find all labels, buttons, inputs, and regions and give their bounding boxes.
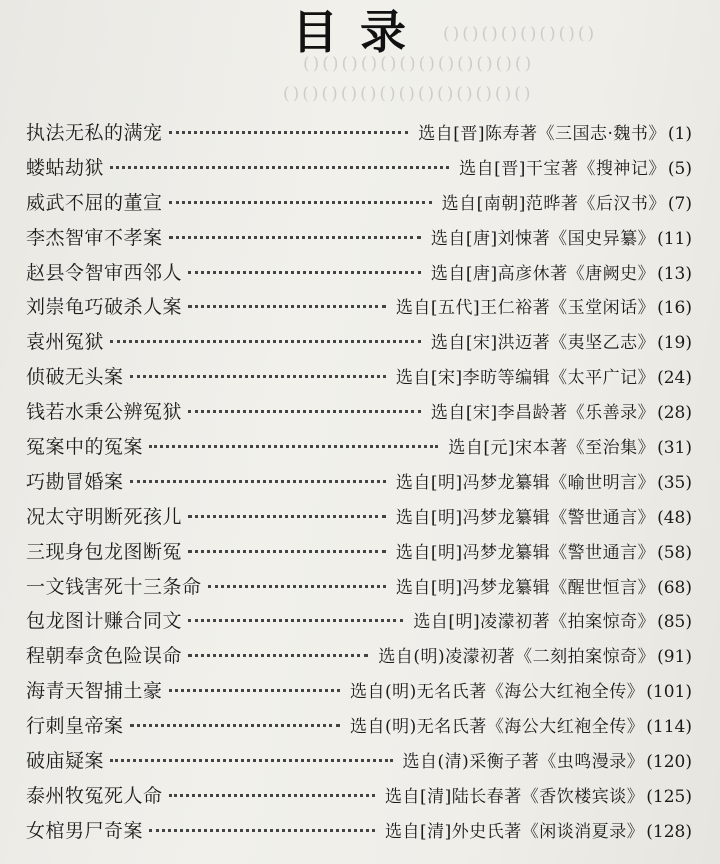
dot-leader bbox=[130, 724, 341, 727]
entry-page-number: (58) bbox=[657, 542, 692, 563]
dot-leader bbox=[110, 340, 421, 343]
entry-source: 选自[明]冯梦龙纂辑《警世通言》 bbox=[395, 542, 656, 563]
entry-source: 选自[清]外史氏著《闲谈消夏录》 bbox=[385, 821, 645, 842]
toc-entry[interactable] bbox=[26, 153, 692, 188]
entry-title: 执法无私的满宠 bbox=[26, 122, 163, 144]
toc-entry[interactable] bbox=[26, 502, 692, 537]
toc-entry[interactable] bbox=[26, 118, 692, 153]
entry-title: 三现身包龙图断冤 bbox=[26, 540, 183, 563]
entry-page-number: (13) bbox=[657, 263, 692, 284]
page-title: 目录 bbox=[292, 5, 428, 59]
entry-title: 况太守明断死孩儿 bbox=[26, 505, 183, 528]
toc-entry[interactable] bbox=[26, 467, 692, 502]
entry-source: 选自[南朝]范晔著《后汉书》 bbox=[441, 193, 666, 214]
entry-source: 选自[明]凌濛初著《拍案惊奇》 bbox=[413, 612, 656, 633]
entry-title: 程朝奉贪色险误命 bbox=[26, 645, 183, 668]
entry-source: 选自[五代]王仁裕著《玉堂闲话》 bbox=[395, 298, 656, 319]
toc-entry[interactable] bbox=[26, 188, 692, 223]
entry-page-number: (19) bbox=[657, 333, 692, 354]
toc-entry[interactable] bbox=[26, 223, 692, 258]
dot-leader bbox=[130, 375, 386, 378]
entry-source: 选自(明)凌濛初著《二刻拍案惊奇》 bbox=[378, 647, 656, 668]
dot-leader bbox=[149, 445, 438, 448]
entry-source: 选自[宋]洪迈著《夷坚乙志》 bbox=[430, 333, 656, 354]
toc-entry[interactable] bbox=[26, 397, 692, 432]
entry-page-number: (85) bbox=[657, 612, 692, 633]
toc-entry[interactable] bbox=[26, 258, 692, 293]
entry-page-number: (7) bbox=[667, 193, 692, 214]
dot-leader bbox=[188, 305, 386, 308]
dot-leader bbox=[188, 271, 421, 274]
entry-title: 冤案中的冤案 bbox=[26, 436, 144, 459]
dot-leader bbox=[188, 410, 421, 413]
entry-page-number: (1) bbox=[667, 124, 692, 144]
entry-page-number: (31) bbox=[657, 438, 692, 459]
dot-leader bbox=[188, 654, 368, 657]
dot-leader bbox=[110, 759, 393, 762]
entry-page-number: (35) bbox=[657, 472, 692, 493]
toc-entry[interactable] bbox=[26, 746, 692, 781]
toc-entry[interactable] bbox=[26, 606, 692, 641]
entry-page-number: (11) bbox=[657, 228, 692, 249]
entry-title: 破庙疑案 bbox=[26, 750, 105, 773]
toc-entry[interactable] bbox=[26, 641, 692, 676]
entry-page-number: (28) bbox=[657, 403, 692, 424]
entry-title: 一文钱害死十三条命 bbox=[26, 575, 202, 598]
toc-entry[interactable] bbox=[26, 711, 692, 746]
dot-leader bbox=[169, 236, 421, 239]
entry-title: 侦破无头案 bbox=[26, 366, 124, 389]
toc-entry[interactable] bbox=[26, 676, 692, 711]
bleed-through-decoration: ()()()()()()()() ()()()()()()()()()()()() ()()()()()()()()()()()()() bbox=[280, 24, 595, 104]
entry-title: 行刺皇帝案 bbox=[26, 715, 124, 738]
entry-page-number: (125) bbox=[646, 786, 692, 807]
dot-leader bbox=[130, 480, 386, 483]
toc-entry[interactable] bbox=[26, 816, 692, 851]
entry-source: 选自[明]冯梦龙纂辑《醒世恒言》 bbox=[395, 577, 656, 598]
entry-source: 选自[元]宋本著《至治集》 bbox=[448, 438, 656, 459]
dot-leader bbox=[208, 585, 386, 588]
entry-page-number: (48) bbox=[657, 507, 692, 528]
entry-page-number: (128) bbox=[646, 821, 692, 842]
toc-entry[interactable] bbox=[26, 327, 692, 362]
entry-source: 选自[清]陆长春著《香饮楼宾谈》 bbox=[385, 786, 645, 807]
entry-page-number: (91) bbox=[657, 647, 692, 668]
entry-source: 选自[明]冯梦龙纂辑《喻世明言》 bbox=[395, 472, 656, 493]
toc-entry[interactable] bbox=[26, 537, 692, 572]
toc-entry[interactable] bbox=[26, 432, 692, 467]
entry-title: 包龙图计赚合同文 bbox=[26, 610, 183, 633]
dot-leader bbox=[169, 201, 432, 204]
entry-source: 选自[宋]李昉等编辑《太平广记》 bbox=[395, 368, 656, 389]
entry-source: 选自[晋]陈寿著《三国志·魏书》 bbox=[418, 124, 666, 144]
entry-title: 女棺男尸奇案 bbox=[26, 819, 144, 842]
entry-page-number: (24) bbox=[657, 368, 692, 389]
toc-entry[interactable] bbox=[26, 572, 692, 607]
entry-title: 袁州冤狱 bbox=[26, 331, 105, 354]
entry-page-number: (16) bbox=[657, 298, 692, 319]
dot-leader bbox=[169, 689, 341, 692]
dot-leader bbox=[110, 166, 449, 169]
entry-source: 选自(明)无名氏著《海公大红袍全传》 bbox=[350, 717, 645, 738]
entry-title: 蝼蛄劫狱 bbox=[26, 156, 105, 179]
dot-leader bbox=[169, 131, 409, 134]
entry-page-number: (68) bbox=[657, 577, 692, 598]
entry-title: 刘崇龟巧破杀人案 bbox=[26, 296, 183, 319]
toc-entry[interactable] bbox=[26, 292, 692, 327]
entry-page-number: (5) bbox=[667, 158, 692, 179]
entry-source: 选自(清)采衡子著《虫鸣漫录》 bbox=[402, 752, 645, 773]
entry-title: 泰州牧冤死人命 bbox=[26, 784, 163, 807]
entry-title: 威武不屈的董宣 bbox=[26, 191, 163, 214]
entry-source: 选自(明)无名氏著《海公大红袍全传》 bbox=[350, 682, 645, 703]
entry-title: 海青天智捕土豪 bbox=[26, 680, 163, 703]
dot-leader bbox=[188, 550, 386, 553]
entry-source: 选自[明]冯梦龙纂辑《警世通言》 bbox=[395, 507, 656, 528]
entry-title: 巧勘冒婚案 bbox=[26, 470, 124, 493]
toc-entry[interactable] bbox=[26, 781, 692, 816]
entry-title: 赵县令智审西邻人 bbox=[26, 261, 183, 284]
entry-source: 选自[宋]李昌龄著《乐善录》 bbox=[430, 403, 656, 424]
dot-leader bbox=[188, 619, 403, 622]
dot-leader bbox=[149, 829, 375, 832]
entry-page-number: (114) bbox=[646, 717, 692, 738]
table-of-contents bbox=[26, 118, 692, 851]
entry-source: 选自[唐]高彦休著《唐阙史》 bbox=[430, 263, 656, 284]
entry-title: 李杰智审不孝案 bbox=[26, 226, 163, 249]
entry-source: 选自[晋]干宝著《搜神记》 bbox=[459, 158, 666, 179]
dot-leader bbox=[169, 794, 376, 797]
entry-source: 选自[唐]刘悚著《国史异纂》 bbox=[430, 228, 656, 249]
toc-entry[interactable] bbox=[26, 362, 692, 397]
entry-page-number: (101) bbox=[646, 682, 692, 703]
entry-page-number: (120) bbox=[646, 752, 692, 773]
entry-title: 钱若水秉公辨冤狱 bbox=[26, 401, 183, 424]
dot-leader bbox=[188, 515, 386, 518]
